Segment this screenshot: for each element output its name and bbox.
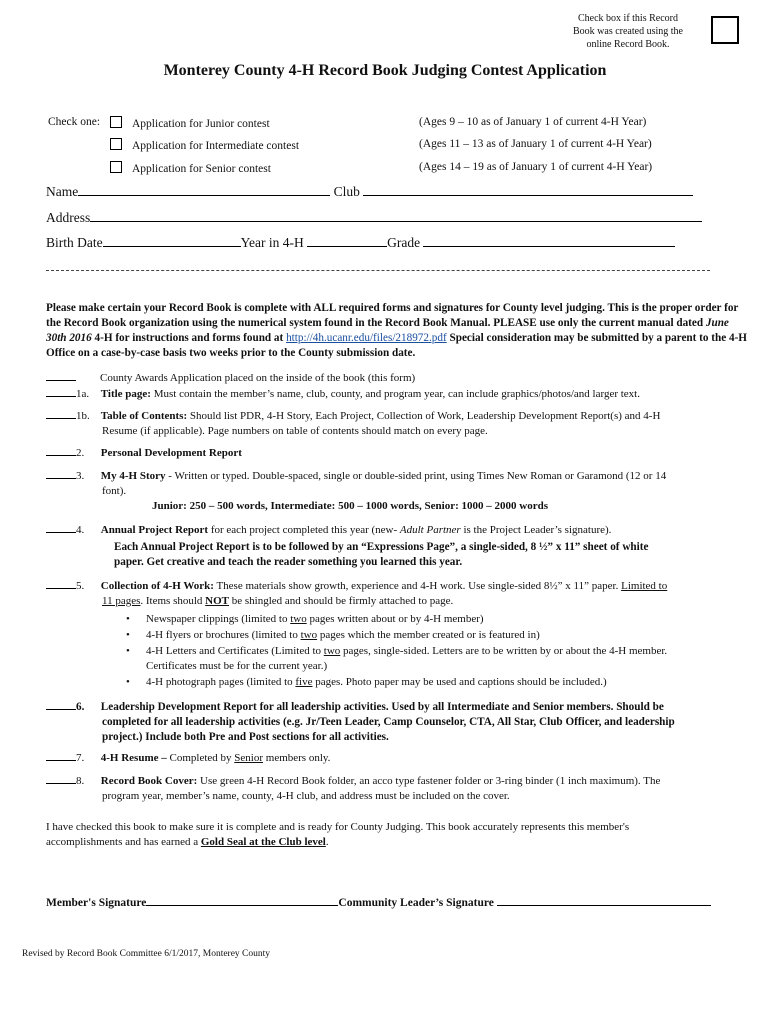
junior-checkbox[interactable]: [110, 116, 122, 128]
item-text: County Awards Application placed on the inside of the book (this form): [100, 372, 416, 384]
item-title: Annual Project Report: [100, 524, 209, 536]
birth-date-field[interactable]: [103, 234, 241, 247]
expressions-line: Each Annual Project Report is to be followed by an “Expressions Page”, a single-sided, 8 ½” x 11” sheet of white: [114, 541, 649, 553]
check-blank[interactable]: [46, 698, 76, 710]
item-text: Use green 4-H Record Book folder, an acco type fastener folder or 3-ring binder (1 inch maximum). The: [197, 775, 661, 787]
item-number: 2.: [76, 447, 85, 459]
item-number: 8.: [76, 775, 85, 787]
item-text: Must contain the member’s name, club, county, and program year, can include graphics/photos/and larger text.: [150, 388, 640, 400]
intro-text: Please make certain your Record Book is complete with ALL required forms and signatures for County level judging. This is the proper order for the Record Book organization using the numerical system found in the Record Book Manual. PLEASE use only the current manual dated: [46, 302, 739, 329]
item-number: 5.: [76, 580, 85, 592]
item-text: project.) Include both Pre and Post sections for all activities.: [102, 731, 389, 743]
leader-signature-label: Community Leader’s Signature: [338, 897, 494, 909]
item-text: - Written or typed. Double-spaced, single or double-sided print, using Times New Roman or Garamond (12 or 14: [165, 470, 667, 482]
address-label: Address: [46, 210, 91, 225]
year-label: Year in 4-H: [240, 235, 304, 250]
certify-text: I have checked this book to make sure it is complete and is ready for County Judging. This book accurately represents this member's: [46, 821, 630, 833]
gold-seal-text: Gold Seal at the Club level: [200, 836, 326, 848]
contest-label: Application for Junior contest: [132, 118, 270, 130]
checklist-item-3: [46, 467, 746, 499]
revision-footer: Revised by Record Book Committee 6/1/2017, Monterey County: [22, 949, 271, 959]
item-title: 4-H Resume –: [100, 752, 167, 764]
item-text: be shingled and should be firmly attached to page.: [229, 595, 454, 607]
item-number: 6.: [76, 701, 85, 713]
contest-label: Application for Senior contest: [132, 163, 271, 175]
check-blank[interactable]: [46, 577, 76, 589]
address-field[interactable]: [90, 209, 702, 222]
name-label: Name: [46, 184, 79, 199]
page-title: Monterey County 4-H Record Book Judging Contest Application: [163, 62, 607, 79]
senior-checkbox[interactable]: [110, 161, 122, 173]
senior-emphasis: Senior: [234, 752, 264, 764]
list-item: • 4-H Letters and Certificates (Limited to two pages, single-sided. Letters are to be written by or about the 4-H member. Certificates must be for the current year.): [120, 644, 740, 674]
cut-line-divider: [46, 270, 710, 271]
checklist-item-7: [46, 749, 746, 766]
check-blank[interactable]: [46, 407, 76, 419]
check-blank[interactable]: [46, 385, 76, 397]
name-field[interactable]: [78, 183, 330, 196]
list-item: • 4-H photograph pages (limited to five pages. Photo paper may be used and captions should be included.): [120, 675, 740, 690]
name-club-row: [46, 183, 693, 200]
checklist-item-6: [46, 698, 746, 745]
instructions-paragraph: [46, 301, 748, 361]
member-signature-row: [46, 893, 711, 909]
birth-year-grade-row: [46, 234, 675, 251]
item-text: Completed by: [166, 752, 235, 764]
manual-link[interactable]: http://4h.ucanr.edu/files/218972.pdf: [286, 332, 447, 344]
checklist-item-awards-application: [46, 369, 746, 386]
year-field[interactable]: [307, 234, 387, 247]
online-note-line: Book was created using the: [573, 26, 683, 37]
item-title: Table of Contents:: [100, 410, 188, 422]
leader-signature-field[interactable]: [497, 893, 711, 906]
club-field[interactable]: [363, 183, 693, 196]
contest-ages: (Ages 11 – 13 as of January 1 of current 4-H Year): [419, 138, 652, 150]
birth-date-label: Birth Date: [46, 235, 103, 250]
contest-ages: (Ages 14 – 19 as of January 1 of current 4-H Year): [419, 161, 653, 173]
item-text: members only.: [263, 752, 331, 764]
item-title: Personal Development Report: [100, 447, 242, 459]
contest-ages: (Ages 9 – 10 as of January 1 of current 4-H Year): [419, 116, 647, 128]
check-blank[interactable]: [46, 772, 76, 784]
checklist-item-5: [46, 577, 746, 609]
item-number: 3.: [76, 470, 85, 482]
contest-option-intermediate[interactable]: [110, 138, 299, 152]
checklist-item-8: [46, 772, 746, 804]
intermediate-checkbox[interactable]: [110, 138, 122, 150]
contest-label: Application for Intermediate contest: [132, 140, 300, 152]
item-text: These materials show growth, experience and 4-H work. Use single-sided 8½” x 11” paper.: [213, 580, 622, 592]
item-title: Title page:: [100, 388, 151, 400]
club-label: Club: [333, 184, 360, 199]
check-blank[interactable]: [46, 444, 76, 456]
item-text: Leadership Development Report for all leadership activities. Used by all Intermediate and Senior members. Should be: [100, 701, 664, 713]
item-text: completed for all leadership activities (e.g. Jr/Teen Leader, Camp Counselor, CTA, All Star, Club Officer, and leadership: [102, 716, 675, 728]
item-number: 4.: [76, 524, 85, 536]
member-signature-label: Member's Signature: [46, 897, 147, 909]
online-record-book-checkbox[interactable]: [711, 16, 739, 44]
item-text: Resume (if applicable). Page numbers on table of contents should match on every page.: [102, 425, 488, 437]
online-note-line: Check box if this Record: [578, 13, 678, 24]
item-text: Should list PDR, 4-H Story, Each Project, Collection of Work, Leadership Development Report(s) and 4-H: [187, 410, 661, 422]
item-text: program year, member’s name, county, 4-H club, and address must be included on the cover.: [102, 790, 510, 802]
item-text: for each project completed this year (new-: [208, 524, 400, 536]
manual-date: June 30th 2016: [46, 317, 729, 344]
check-blank[interactable]: [46, 521, 76, 533]
item-number: 1a.: [76, 388, 90, 400]
intro-text: 4-H for instructions and forms found at: [91, 332, 287, 344]
check-one-label: Check one:: [48, 116, 101, 128]
checklist-item-4: [46, 521, 746, 538]
checklist-item-1b: [46, 407, 746, 439]
word-count-requirements: Junior: 250 – 500 words, Intermediate: 500 – 1000 words, Senior: 1000 – 2000 words: [152, 500, 548, 512]
item-number: 7.: [76, 752, 85, 764]
check-blank[interactable]: [46, 369, 76, 381]
not-emphasis: NOT: [205, 595, 230, 607]
adult-partner-text: Adult Partner: [399, 524, 461, 536]
expressions-line: paper. Get creative and teach the reader something you learned this year.: [114, 556, 463, 568]
item-title: Record Book Cover:: [100, 775, 198, 787]
intro-text: Special consideration may be submitted by a parent to the 4-H Office on a case-by-case basis two weeks prior to the County submission date.: [46, 332, 748, 359]
online-record-book-note: [548, 12, 708, 51]
list-item: • 4-H flyers or brochures (limited to two pages which the member created or is featured in): [120, 628, 740, 643]
item-title: My 4-H Story: [100, 470, 166, 482]
item-text: font).: [102, 485, 127, 497]
grade-field[interactable]: [423, 234, 675, 247]
checklist-item-2: [46, 444, 746, 461]
page-limit-text: 11 pages: [102, 595, 141, 607]
check-blank[interactable]: [46, 749, 76, 761]
list-item: • Newspaper clippings (limited to two pages written about or by 4-H member): [120, 612, 740, 627]
grade-label: Grade: [387, 235, 421, 250]
online-note-line: online Record Book.: [586, 39, 670, 50]
certify-text: accomplishments and has earned a: [46, 836, 201, 848]
address-row: [46, 209, 702, 226]
item-number: 1b.: [76, 410, 90, 422]
contest-option-junior[interactable]: [110, 116, 270, 130]
item-title: Collection of 4-H Work:: [100, 580, 214, 592]
check-blank[interactable]: [46, 467, 76, 479]
item-text: . Items should: [140, 595, 206, 607]
page-limit-text: Limited to: [621, 580, 668, 592]
certification-statement: I have checked this book to make sure it is complete and is ready for County Judging. This book accurately represents this member's accomplishments and has earned a Gold Seal at the Club level.: [46, 820, 756, 850]
member-signature-field[interactable]: [146, 893, 338, 906]
expressions-page-note: [114, 540, 754, 570]
checklist-item-1a: [46, 385, 746, 402]
item-text: is the Project Leader’s signature).: [460, 524, 612, 536]
contest-option-senior[interactable]: [110, 161, 271, 175]
collection-bullet-list: [120, 612, 740, 690]
